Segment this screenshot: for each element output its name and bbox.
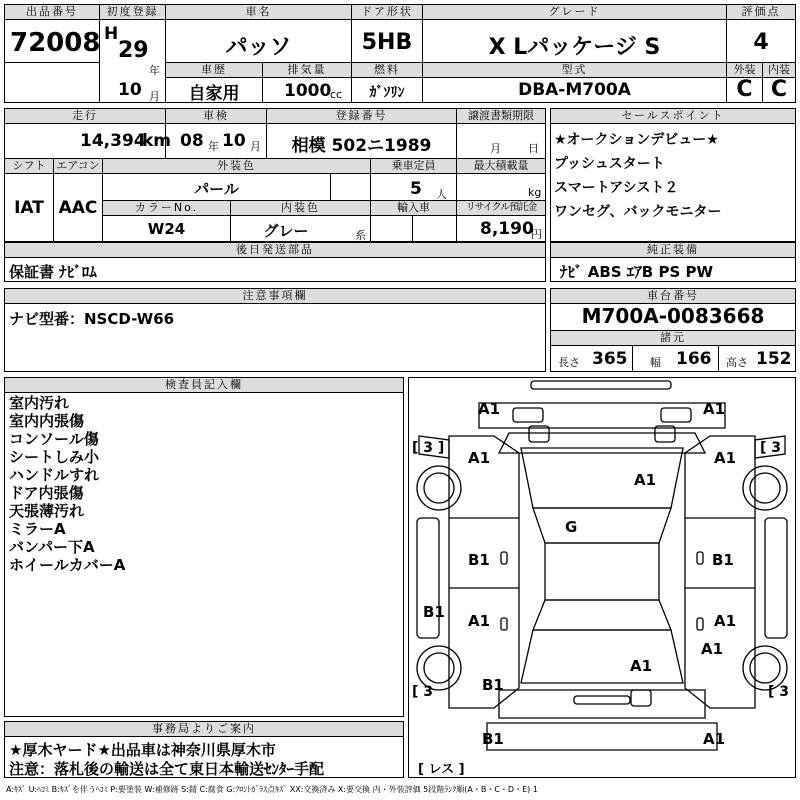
ext-label: 外装	[727, 63, 762, 78]
equipment: ﾅﾋﾞ ABS ｴｱB PS PW	[560, 263, 714, 281]
displacement: 1000	[284, 81, 332, 101]
first-reg-label: 初度登録	[100, 5, 165, 20]
chassis-label: 車台番号	[551, 289, 795, 304]
plate-number: 相模 502ニ1989	[291, 136, 432, 156]
inspector-note: ミラーA	[9, 520, 66, 538]
shift: IAT	[14, 198, 44, 218]
inspector-note: ハンドルすれ	[9, 466, 100, 484]
transfer-label: 譲渡書類期限	[457, 109, 545, 124]
length: 365	[592, 349, 628, 369]
mark-fender-right: A1	[714, 449, 737, 467]
mileage-label: 走行	[5, 109, 165, 124]
sales-points-list	[554, 128, 721, 224]
score: 4	[753, 30, 769, 55]
mark-door-left: B1	[468, 551, 490, 569]
sales-label: セールスポイント	[551, 109, 795, 124]
inspector-note: バンパー下A	[9, 538, 95, 556]
notes: ナビ型番：NSCD-W66	[9, 310, 175, 328]
sales-point: プッシュスタート	[554, 156, 665, 172]
sales-point: スマートアシスト２	[554, 180, 679, 196]
insp-year: 08	[180, 131, 204, 151]
recycle-fee: 8,190	[480, 219, 534, 239]
int-color-label: 内装色	[231, 201, 370, 216]
exterior-color: パール	[194, 180, 239, 198]
chassis-number: M700A-0083668	[581, 304, 765, 328]
mileage-unit: km	[142, 131, 172, 151]
capacity-label: 乗車定員	[371, 159, 456, 174]
sales-point: ワンセグ、バックモニター	[554, 204, 722, 220]
lot-number: 72008	[10, 28, 101, 58]
lot-label: 出品番号	[5, 5, 99, 20]
mileage: 14,394	[80, 131, 146, 151]
inspector-note: 室内汚れ	[9, 394, 70, 412]
first-reg-month: 10	[118, 80, 142, 100]
recycle-label: リサイクル預託金	[457, 201, 545, 216]
capacity: 5	[410, 179, 422, 199]
mark-front-left: A1	[478, 400, 501, 418]
car-name-label: 車名	[166, 5, 351, 20]
insp-year-unit: 年	[208, 140, 219, 153]
tire-front-left: [ 3 ]	[412, 440, 445, 456]
mark-door-right: B1	[712, 551, 734, 569]
mark-roof: G	[565, 518, 578, 536]
interior-color: グレー	[263, 222, 309, 240]
era: H	[104, 24, 119, 44]
dims-label: 諸元	[551, 331, 795, 346]
int-grade: C	[770, 77, 788, 102]
mark-rear-bumper-left: B1	[482, 730, 504, 748]
mark-fender-left: A1	[468, 449, 491, 467]
int-label: 内装	[763, 63, 795, 78]
inspector-note: シートしみ小	[9, 448, 100, 466]
shift-label: シフト	[5, 159, 53, 174]
door-type: 5HB	[361, 30, 413, 55]
transfer-month: 月	[490, 142, 501, 155]
color-no-label: カラーNo.	[103, 201, 230, 216]
length-label: 長さ	[558, 356, 580, 369]
score-label: 評価点	[727, 5, 795, 20]
history-label: 車歴	[166, 63, 262, 78]
office-line-1: ★厚木ヤード★出品車は神奈川県厚木市	[9, 741, 276, 759]
later-label: 後日発送部品	[5, 243, 545, 258]
mark-rear-left: B1	[482, 676, 504, 694]
model-label: 型式	[423, 63, 726, 78]
office-line-2: 注意：落札後の輸送は全て東日本輸送ｾﾝﾀｰ手配	[9, 760, 325, 778]
office-label: 事務局よりご案内	[5, 722, 403, 737]
tire-front-right: [ 3	[760, 440, 782, 456]
ac-label: エアコン	[54, 159, 102, 174]
inspector-notes-list	[9, 394, 125, 574]
fuel: ｶﾞｿﾘﾝ	[369, 85, 405, 101]
max-load-unit: kg	[528, 186, 542, 199]
inspector-note: ホイールカバーA	[9, 556, 126, 574]
legend: A:ｷｽﾞ U:ﾍｺﾐ B:ｷｽﾞを伴うﾍｺﾐ P:要塗装 W:補修跡 S:錆 C:腐食 G:ﾌﾛﾝﾄｶﾞﾗｽ点ｷｽﾞ XX:交換済み X:要交換 内・外装評価 5段階ﾗﾝｸ順(A・B・C・D・E) 1	[6, 785, 538, 794]
import-label: 輸入車	[371, 201, 456, 216]
mark-rdoor-left: A1	[468, 612, 491, 630]
later-parts: 保証書 ﾅﾋﾞﾛﾑ	[9, 263, 97, 281]
month-unit: 月	[149, 90, 160, 103]
grade: X Lパッケージ S	[488, 35, 661, 60]
ext-grade: C	[736, 77, 753, 102]
insp-month-unit: 月	[250, 140, 261, 153]
first-reg-year: 29	[118, 38, 149, 63]
color-number: W24	[147, 220, 186, 238]
insp-month: 10	[222, 131, 246, 151]
car-diagram	[409, 378, 795, 777]
transfer-day: 日	[528, 142, 539, 155]
capacity-unit: 人	[436, 188, 447, 201]
max-load-label: 最大積載量	[457, 159, 545, 174]
sales-point: ★オークションデビュー★	[554, 132, 719, 148]
grade-label: グレード	[423, 5, 726, 20]
mark-hood: A1	[634, 471, 657, 489]
color-label: 外装色	[103, 159, 370, 174]
height-label: 高さ	[726, 356, 748, 369]
recycle-unit: 円	[531, 228, 542, 241]
equipment-label: 純正装備	[551, 243, 795, 258]
inspection-label: 車検	[166, 109, 266, 124]
disp-label: 排気量	[263, 63, 351, 78]
aircon: AAC	[58, 198, 98, 218]
plate-label: 登録番号	[267, 109, 456, 124]
inspector-note: 天張薄汚れ	[9, 502, 85, 520]
inspector-note: ドア内張傷	[9, 484, 84, 502]
model-code: DBA-M700A	[518, 80, 631, 100]
width-label: 幅	[650, 356, 661, 369]
history: 自家用	[188, 84, 240, 104]
inspector-note: コンソール傷	[9, 430, 99, 448]
car-name: パッソ	[225, 35, 292, 60]
tire-rear-left: [ 3	[412, 684, 434, 700]
mark-rear-bumper-right: A1	[703, 730, 726, 748]
mark-trunk: A1	[630, 657, 653, 675]
fuel-label: 燃料	[352, 63, 422, 78]
spare-tire: [ レス ]	[418, 762, 465, 777]
inspector-label: 検査員記入欄	[5, 378, 403, 393]
int-color-unit: 系	[355, 229, 366, 242]
door-label: ドア形状	[352, 5, 422, 20]
inspector-note: 室内内張傷	[9, 412, 85, 430]
mark-rdoor-right: A1	[714, 612, 737, 630]
mark-quarter-right: A1	[701, 640, 724, 658]
year-unit: 年	[149, 64, 160, 77]
mark-front-right: A1	[703, 400, 726, 418]
mark-sill-left: B1	[423, 603, 445, 621]
notes-label: 注意事項欄	[5, 289, 545, 304]
tire-rear-right: [ 3	[768, 684, 790, 700]
height: 152	[756, 349, 792, 369]
width: 166	[676, 349, 712, 369]
disp-unit: cc	[330, 88, 343, 101]
